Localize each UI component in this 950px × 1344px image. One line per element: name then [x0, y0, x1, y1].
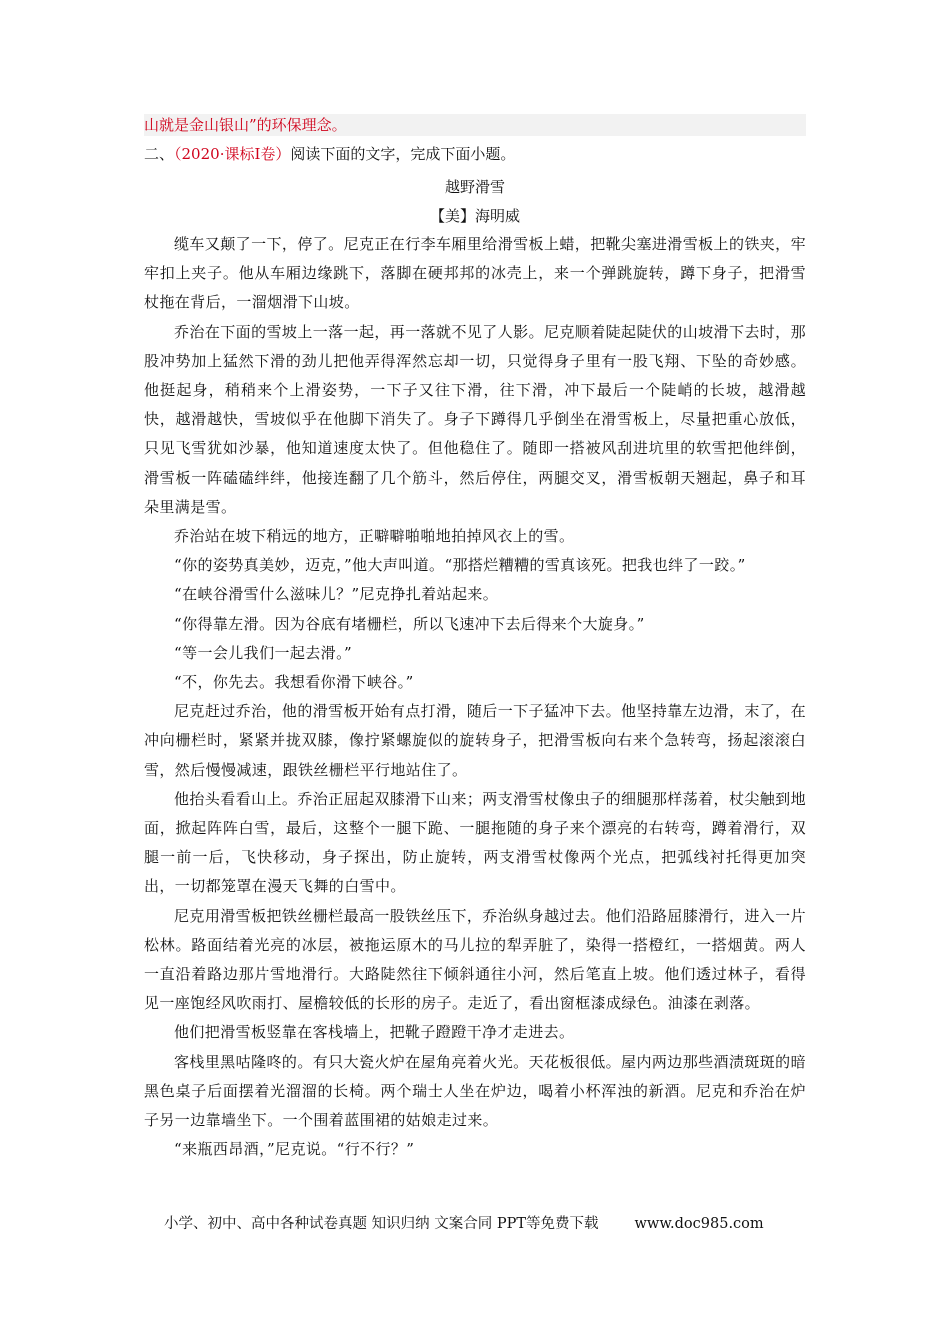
- page-footer: [164, 1213, 764, 1235]
- article-paragraph: “等一会儿我们一起去滑。”: [174, 643, 353, 662]
- article-paragraph: “你得靠左滑。因为谷底有堵栅栏，所以飞速冲下去后得来个大旋身。”: [174, 614, 645, 633]
- article-paragraph: 客栈里黑咕隆咚的。有只大瓷火炉在屋角亮着火光。天花板很低。屋内两边那些酒渍斑斑的暗黑色桌子后面摆着光溜溜的长椅。两个瑞士人坐在炉边，喝着小杯浑浊的新酒。尼克和乔治在炉子另一边靠墙坐下。一个围着蓝围裙的姑娘走过来。: [144, 1052, 806, 1130]
- article-paragraph: “不，你先去。我想看你滑下峡谷。”: [174, 673, 414, 692]
- section-source: （2020·课标Ⅰ卷）: [174, 145, 291, 163]
- article-paragraph: 尼克用滑雪板把铁丝栅栏最高一股铁丝压下，乔治纵身越过去。他们沿路屈膝滑行，进入一片松林。路面结着光亮的冰层，被拖运原木的马儿拉的犁弄脏了，染得一搭橙红，一搭烟黄。两人一直沿着路边那片雪地滑行。大路陡然往下倾斜通往小河，然后笔直上坡。他们透过林子，看得见一座饱经风吹雨打、屋檐较低的长形的房子。走近了，看出窗框漆成绿色。油漆在剥落。: [144, 906, 806, 1013]
- article-paragraph: 缆车又颠了一下，停了。尼克正在行李车厢里给滑雪板上蜡，把靴尖塞进滑雪板上的铁夹，牢牢扣上夹子。他从车厢边缘跳下，落脚在硬邦邦的冰壳上，来一个弹跳旋转，蹲下身子，把滑雪杖拖在背后，一溜烟滑下山坡。: [144, 235, 806, 312]
- carry-over-text: 山就是金山银山”的环保理念。: [144, 114, 806, 136]
- article-paragraph: 他抬头看看山上。乔治正屈起双膝滑下山来；两支滑雪杖像虫子的细腿那样荡着，杖尖触到地面，掀起阵阵白雪，最后，这整个一腿下跪、一腿拖随的身子来个漂亮的右转弯，蹲着滑行，双腿一前一后，飞快移动，身子探出，防止旋转，两支滑雪杖像两个光点，把弧线衬托得更加突出，一切都笼罩在漫天飞舞的白雪中。: [144, 789, 806, 896]
- article-paragraph: 乔治站在坡下稍远的地方，正噼噼啪啪地拍掉风衣上的雪。: [174, 527, 575, 546]
- article-title: 越野滑雪: [444, 178, 505, 196]
- article-paragraph: “你的姿势真美妙，迈克，”他大声叫道。“那搭烂糟糟的雪真该死。把我也绊了一跤。”: [174, 556, 746, 575]
- section-prefix: 二、: [144, 145, 175, 163]
- section-instruction: 阅读下面的文字，完成下面小题。: [290, 145, 516, 163]
- article-body: [144, 230, 806, 1165]
- footer-site-link[interactable]: www.doc985.com: [634, 1216, 764, 1232]
- article-paragraph: “在峡谷滑雪什么滋味儿？”尼克挣扎着站起来。: [174, 585, 499, 604]
- article-paragraph: 尼克赶过乔治，他的滑雪板开始有点打滑，随后一下子猛冲下去。他坚持靠左边滑，末了，在冲向栅栏时，紧紧并拢双膝，像拧紧螺旋似的旋转身子，把滑雪板向右来个急转弯，扬起滚滚白雪，然后慢慢减速，跟铁丝栅栏平行地站住了。: [144, 702, 806, 779]
- section-heading: [144, 143, 515, 165]
- article-paragraph: 他们把滑雪板竖靠在客栈墙上，把靴子蹬蹬干净才走进去。: [174, 1023, 575, 1042]
- footer-text: 小学、初中、高中各种试卷真题 知识归纳 文案合同 PPT等免费下载: [164, 1216, 599, 1232]
- article-paragraph: 乔治在下面的雪坡上一落一起，再一落就不见了人影。尼克顺着陡起陡伏的山坡滑下去时，那股冲势加上猛然下滑的劲儿把他弄得浑然忘却一切，只觉得身子里有一股飞翔、下坠的奇妙感。他挺起身，稍稍来个上滑姿势，一下子又往下滑，往下滑，冲下最后一个陡峭的长坡，越滑越快，越滑越快，雪坡似乎在他脚下消失了。身子下蹲得几乎倒坐在滑雪板上，尽量把重心放低，只见飞雪犹如沙暴，他知道速度太快了。但他稳住了。随即一搭被风刮进坑里的软雪把他绊倒，滑雪板一阵磕磕绊绊，他接连翻了几个筋斗，然后停住，两腿交叉，滑雪板朝天翘起，鼻子和耳朵里满是雪。: [144, 322, 806, 516]
- article-author: 【美】海明威: [429, 207, 520, 225]
- article-paragraph: “来瓶西昂酒，”尼克说。“行不行？”: [174, 1140, 415, 1159]
